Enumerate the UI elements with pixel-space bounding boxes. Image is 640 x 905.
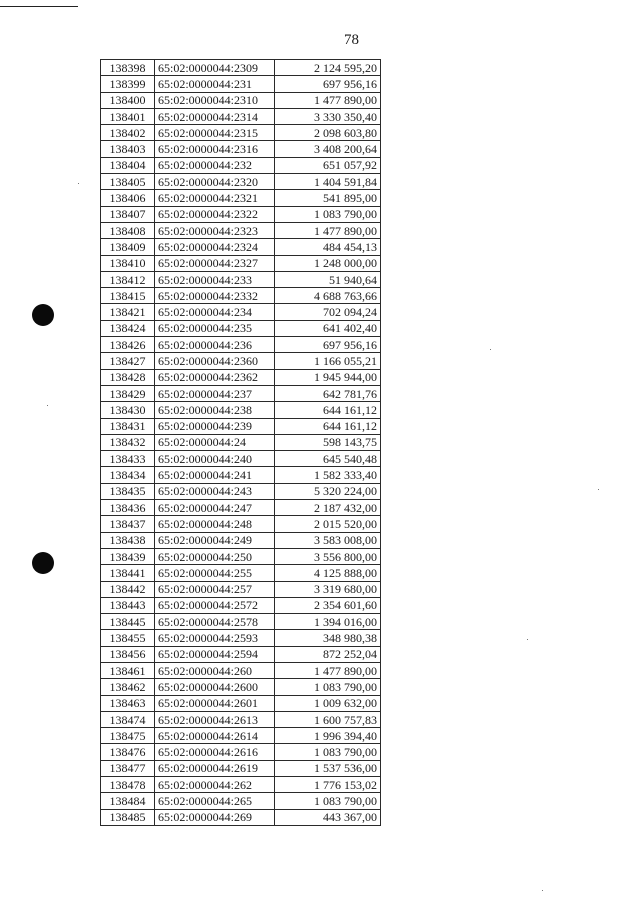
cadastral-number-cell: 65:02:0000044:234 — [155, 304, 275, 320]
cadastral-value-cell: 1 083 790,00 — [275, 793, 381, 809]
row-number-cell: 138409 — [101, 239, 155, 255]
cadastral-value-cell: 2 098 603,80 — [275, 125, 381, 141]
table-row — [101, 255, 381, 271]
table-row — [101, 190, 381, 206]
row-number-cell: 138484 — [101, 793, 155, 809]
row-number-cell: 138399 — [101, 76, 155, 92]
cadastral-value-cell: 697 956,16 — [275, 337, 381, 353]
cadastral-value-cell: 1 776 153,02 — [275, 777, 381, 793]
cadastral-value-cell: 3 330 350,40 — [275, 108, 381, 124]
table-row — [101, 565, 381, 581]
scan-speck — [490, 349, 491, 350]
cadastral-number-cell: 65:02:0000044:2619 — [155, 760, 275, 776]
table-row — [101, 434, 381, 450]
table-row — [101, 500, 381, 516]
cadastral-number-cell: 65:02:0000044:2601 — [155, 695, 275, 711]
table-row — [101, 695, 381, 711]
table-row — [101, 369, 381, 385]
table-row — [101, 483, 381, 499]
cadastral-value-cell: 443 367,00 — [275, 809, 381, 825]
cadastral-number-cell: 65:02:0000044:243 — [155, 483, 275, 499]
row-number-cell: 138398 — [101, 60, 155, 76]
table-row — [101, 157, 381, 173]
cadastral-number-cell: 65:02:0000044:2310 — [155, 92, 275, 108]
cadastral-value-cell: 1 394 016,00 — [275, 614, 381, 630]
cadastral-number-cell: 65:02:0000044:2321 — [155, 190, 275, 206]
row-number-cell: 138443 — [101, 597, 155, 613]
table-row — [101, 288, 381, 304]
scan-speck — [598, 489, 599, 490]
cadastral-value-cell: 645 540,48 — [275, 451, 381, 467]
cadastral-number-cell: 65:02:0000044:235 — [155, 320, 275, 336]
cadastral-value-cell: 4 125 888,00 — [275, 565, 381, 581]
table-row — [101, 418, 381, 434]
row-number-cell: 138477 — [101, 760, 155, 776]
table-row — [101, 581, 381, 597]
table-row — [101, 222, 381, 238]
cadastral-value-cell: 3 408 200,64 — [275, 141, 381, 157]
row-number-cell: 138476 — [101, 744, 155, 760]
cadastral-value-cell: 3 319 680,00 — [275, 581, 381, 597]
table-row — [101, 174, 381, 190]
row-number-cell: 138439 — [101, 548, 155, 564]
table-row — [101, 60, 381, 76]
cadastral-value-cell: 1 009 632,00 — [275, 695, 381, 711]
table-row — [101, 809, 381, 825]
table-row — [101, 597, 381, 613]
cadastral-number-cell: 65:02:0000044:2613 — [155, 711, 275, 727]
table-row — [101, 320, 381, 336]
row-number-cell: 138475 — [101, 728, 155, 744]
cadastral-number-cell: 65:02:0000044:2316 — [155, 141, 275, 157]
punch-hole-bottom — [32, 552, 54, 574]
table-row — [101, 777, 381, 793]
table-row — [101, 304, 381, 320]
cadastral-value-cell: 5 320 224,00 — [275, 483, 381, 499]
cadastral-number-cell: 65:02:0000044:2309 — [155, 60, 275, 76]
table-row — [101, 467, 381, 483]
row-number-cell: 138403 — [101, 141, 155, 157]
cadastral-number-cell: 65:02:0000044:237 — [155, 385, 275, 401]
cadastral-value-cell: 641 402,40 — [275, 320, 381, 336]
cadastral-number-cell: 65:02:0000044:260 — [155, 662, 275, 678]
cadastral-value-cell: 1 404 591,84 — [275, 174, 381, 190]
page-number: 78 — [344, 32, 359, 48]
table-row — [101, 516, 381, 532]
table-row — [101, 125, 381, 141]
row-number-cell: 138437 — [101, 516, 155, 532]
cadastral-number-cell: 65:02:0000044:2322 — [155, 206, 275, 222]
row-number-cell: 138430 — [101, 402, 155, 418]
row-number-cell: 138463 — [101, 695, 155, 711]
table-row — [101, 337, 381, 353]
cadastral-value-cell: 2 015 520,00 — [275, 516, 381, 532]
cadastral-value-cell: 1 477 890,00 — [275, 662, 381, 678]
cadastral-value-cell: 644 161,12 — [275, 402, 381, 418]
row-number-cell: 138462 — [101, 679, 155, 695]
cadastral-number-cell: 65:02:0000044:269 — [155, 809, 275, 825]
cadastral-value-cell: 598 143,75 — [275, 434, 381, 450]
row-number-cell: 138435 — [101, 483, 155, 499]
cadastral-number-cell: 65:02:0000044:255 — [155, 565, 275, 581]
cadastral-number-cell: 65:02:0000044:24 — [155, 434, 275, 450]
row-number-cell: 138441 — [101, 565, 155, 581]
row-number-cell: 138426 — [101, 337, 155, 353]
cadastral-number-cell: 65:02:0000044:240 — [155, 451, 275, 467]
cadastral-number-cell: 65:02:0000044:2572 — [155, 597, 275, 613]
table-row — [101, 548, 381, 564]
cadastral-value-cell: 1 582 333,40 — [275, 467, 381, 483]
cadastral-number-cell: 65:02:0000044:2578 — [155, 614, 275, 630]
row-number-cell: 138407 — [101, 206, 155, 222]
cadastral-value-cell: 484 454,13 — [275, 239, 381, 255]
row-number-cell: 138400 — [101, 92, 155, 108]
table-row — [101, 141, 381, 157]
table-row — [101, 92, 381, 108]
row-number-cell: 138432 — [101, 434, 155, 450]
row-number-cell: 138461 — [101, 662, 155, 678]
cadastral-number-cell: 65:02:0000044:2600 — [155, 679, 275, 695]
cadastral-value-cell: 1 083 790,00 — [275, 206, 381, 222]
cadastral-value-cell: 1 600 757,83 — [275, 711, 381, 727]
row-number-cell: 138405 — [101, 174, 155, 190]
cadastral-number-cell: 65:02:0000044:2614 — [155, 728, 275, 744]
cadastral-value-cell: 3 583 008,00 — [275, 532, 381, 548]
scan-speck — [527, 639, 528, 640]
cadastral-number-cell: 65:02:0000044:2324 — [155, 239, 275, 255]
cadastral-value-cell: 51 940,64 — [275, 271, 381, 287]
cadastral-number-cell: 65:02:0000044:265 — [155, 793, 275, 809]
table-row — [101, 630, 381, 646]
row-number-cell: 138455 — [101, 630, 155, 646]
row-number-cell: 138428 — [101, 369, 155, 385]
table-body — [101, 60, 381, 826]
row-number-cell: 138478 — [101, 777, 155, 793]
row-number-cell: 138429 — [101, 385, 155, 401]
table-row — [101, 206, 381, 222]
table-row — [101, 239, 381, 255]
cadastral-value-cell: 2 354 601,60 — [275, 597, 381, 613]
cadastral-number-cell: 65:02:0000044:231 — [155, 76, 275, 92]
cadastral-value-cell: 1 537 536,00 — [275, 760, 381, 776]
table-row — [101, 385, 381, 401]
row-number-cell: 138438 — [101, 532, 155, 548]
row-number-cell: 138427 — [101, 353, 155, 369]
cadastral-value-cell: 1 996 394,40 — [275, 728, 381, 744]
cadastral-number-cell: 65:02:0000044:2320 — [155, 174, 275, 190]
row-number-cell: 138442 — [101, 581, 155, 597]
cadastral-number-cell: 65:02:0000044:249 — [155, 532, 275, 548]
cadastral-number-cell: 65:02:0000044:257 — [155, 581, 275, 597]
cadastral-number-cell: 65:02:0000044:2315 — [155, 125, 275, 141]
cadastral-number-cell: 65:02:0000044:2323 — [155, 222, 275, 238]
table-row — [101, 646, 381, 662]
row-number-cell: 138410 — [101, 255, 155, 271]
table-row — [101, 532, 381, 548]
row-number-cell: 138485 — [101, 809, 155, 825]
row-number-cell: 138424 — [101, 320, 155, 336]
row-number-cell: 138433 — [101, 451, 155, 467]
cadastral-number-cell: 65:02:0000044:2362 — [155, 369, 275, 385]
row-number-cell: 138445 — [101, 614, 155, 630]
cadastral-number-cell: 65:02:0000044:2616 — [155, 744, 275, 760]
table-row — [101, 271, 381, 287]
cadastral-value-cell: 1 083 790,00 — [275, 744, 381, 760]
cadastral-value-cell: 1 477 890,00 — [275, 222, 381, 238]
cadastral-number-cell: 65:02:0000044:233 — [155, 271, 275, 287]
cadastral-number-cell: 65:02:0000044:2594 — [155, 646, 275, 662]
row-number-cell: 138456 — [101, 646, 155, 662]
row-number-cell: 138431 — [101, 418, 155, 434]
cadastral-value-cell: 702 094,24 — [275, 304, 381, 320]
punch-hole-top — [32, 304, 54, 326]
table-row — [101, 614, 381, 630]
table-row — [101, 353, 381, 369]
table-row — [101, 711, 381, 727]
cadastral-number-cell: 65:02:0000044:239 — [155, 418, 275, 434]
cadastral-number-cell: 65:02:0000044:2593 — [155, 630, 275, 646]
row-number-cell: 138412 — [101, 271, 155, 287]
row-number-cell: 138408 — [101, 222, 155, 238]
cadastral-number-cell: 65:02:0000044:2327 — [155, 255, 275, 271]
cadastral-number-cell: 65:02:0000044:247 — [155, 500, 275, 516]
cadastral-number-cell: 65:02:0000044:2332 — [155, 288, 275, 304]
cadastral-value-cell: 651 057,92 — [275, 157, 381, 173]
table-row — [101, 679, 381, 695]
cadastral-number-cell: 65:02:0000044:2360 — [155, 353, 275, 369]
table-row — [101, 728, 381, 744]
cadastral-value-cell: 1 477 890,00 — [275, 92, 381, 108]
table-row — [101, 76, 381, 92]
cadastral-value-cell: 642 781,76 — [275, 385, 381, 401]
cadastral-number-cell: 65:02:0000044:236 — [155, 337, 275, 353]
cadastral-value-cell: 644 161,12 — [275, 418, 381, 434]
row-number-cell: 138434 — [101, 467, 155, 483]
row-number-cell: 138402 — [101, 125, 155, 141]
cadastral-number-cell: 65:02:0000044:232 — [155, 157, 275, 173]
row-number-cell: 138401 — [101, 108, 155, 124]
row-number-cell: 138404 — [101, 157, 155, 173]
cadastral-number-cell: 65:02:0000044:241 — [155, 467, 275, 483]
scan-speck — [47, 405, 48, 406]
cadastral-value-cell: 2 124 595,20 — [275, 60, 381, 76]
cadastral-value-cell: 1 248 000,00 — [275, 255, 381, 271]
cadastral-value-cell: 3 556 800,00 — [275, 548, 381, 564]
row-number-cell: 138474 — [101, 711, 155, 727]
table-row — [101, 662, 381, 678]
table-row — [101, 793, 381, 809]
cadastral-number-cell: 65:02:0000044:262 — [155, 777, 275, 793]
cadastral-value-cell: 4 688 763,66 — [275, 288, 381, 304]
cadastral-value-cell: 1 166 055,21 — [275, 353, 381, 369]
cadastral-value-cell: 2 187 432,00 — [275, 500, 381, 516]
cadastral-value-cell: 541 895,00 — [275, 190, 381, 206]
table-row — [101, 760, 381, 776]
table-row — [101, 108, 381, 124]
table-row — [101, 402, 381, 418]
top-rule — [0, 6, 78, 7]
cadastral-value-table — [100, 59, 381, 826]
row-number-cell: 138421 — [101, 304, 155, 320]
cadastral-value-cell: 697 956,16 — [275, 76, 381, 92]
cadastral-number-cell: 65:02:0000044:250 — [155, 548, 275, 564]
table-row — [101, 451, 381, 467]
row-number-cell: 138436 — [101, 500, 155, 516]
scan-speck — [78, 183, 79, 184]
cadastral-number-cell: 65:02:0000044:2314 — [155, 108, 275, 124]
cadastral-number-cell: 65:02:0000044:238 — [155, 402, 275, 418]
cadastral-value-cell: 872 252,04 — [275, 646, 381, 662]
cadastral-value-cell: 1 945 944,00 — [275, 369, 381, 385]
scan-speck — [542, 890, 543, 891]
row-number-cell: 138415 — [101, 288, 155, 304]
cadastral-value-cell: 1 083 790,00 — [275, 679, 381, 695]
cadastral-number-cell: 65:02:0000044:248 — [155, 516, 275, 532]
row-number-cell: 138406 — [101, 190, 155, 206]
table-row — [101, 744, 381, 760]
cadastral-value-cell: 348 980,38 — [275, 630, 381, 646]
